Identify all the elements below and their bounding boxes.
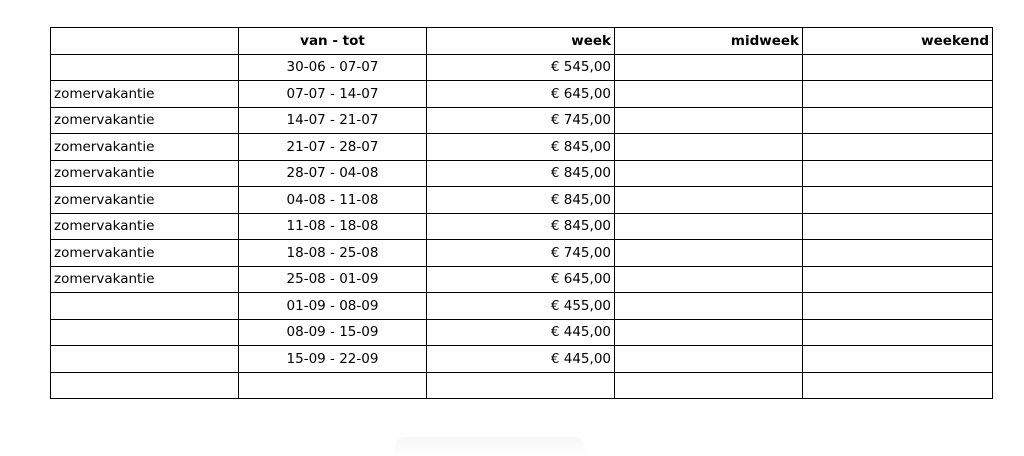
midweek-price-cell (615, 160, 803, 187)
price-table (50, 27, 993, 399)
table-row (51, 240, 993, 267)
week-price-cell: € 445,00 (427, 346, 615, 373)
weekend-price-cell (803, 319, 993, 346)
watermark-shape (395, 437, 585, 456)
table-row (51, 213, 993, 240)
period-cell: 21-07 - 28-07 (239, 134, 427, 161)
table-row (51, 346, 993, 373)
weekend-price-cell (803, 293, 993, 320)
season-cell (51, 319, 239, 346)
season-cell: zomervakantie (51, 107, 239, 134)
weekend-price-cell (803, 240, 993, 267)
weekend-price-cell (803, 81, 993, 108)
weekend-price-cell (803, 266, 993, 293)
season-cell (51, 54, 239, 81)
season-cell: zomervakantie (51, 266, 239, 293)
period-cell: 15-09 - 22-09 (239, 346, 427, 373)
midweek-price-cell (615, 372, 803, 399)
midweek-price-cell (615, 213, 803, 240)
period-cell: 25-08 - 01-09 (239, 266, 427, 293)
week-price-cell: € 745,00 (427, 240, 615, 267)
period-cell: 11-08 - 18-08 (239, 213, 427, 240)
season-cell: zomervakantie (51, 160, 239, 187)
weekend-price-cell (803, 187, 993, 214)
season-cell: zomervakantie (51, 240, 239, 267)
period-cell: 04-08 - 11-08 (239, 187, 427, 214)
weekend-price-cell (803, 134, 993, 161)
table-row (51, 266, 993, 293)
midweek-price-cell (615, 266, 803, 293)
weekend-price-cell (803, 107, 993, 134)
week-price-cell: € 845,00 (427, 213, 615, 240)
week-price-cell: € 845,00 (427, 134, 615, 161)
period-cell (239, 372, 427, 399)
period-cell: 30-06 - 07-07 (239, 54, 427, 81)
table-row (51, 107, 993, 134)
week-price-cell: € 645,00 (427, 81, 615, 108)
header-van-tot: van - tot (239, 28, 427, 55)
week-price-cell: € 845,00 (427, 187, 615, 214)
period-cell: 18-08 - 25-08 (239, 240, 427, 267)
midweek-price-cell (615, 319, 803, 346)
header-midweek: midweek (615, 28, 803, 55)
midweek-price-cell (615, 107, 803, 134)
weekend-price-cell (803, 346, 993, 373)
table-row (51, 160, 993, 187)
header-weekend: weekend (803, 28, 993, 55)
midweek-price-cell (615, 240, 803, 267)
table-row (51, 293, 993, 320)
table-row (51, 81, 993, 108)
period-cell: 28-07 - 04-08 (239, 160, 427, 187)
midweek-price-cell (615, 54, 803, 81)
midweek-price-cell (615, 81, 803, 108)
midweek-price-cell (615, 134, 803, 161)
weekend-price-cell (803, 54, 993, 81)
season-cell: zomervakantie (51, 81, 239, 108)
season-cell: zomervakantie (51, 134, 239, 161)
week-price-cell: € 455,00 (427, 293, 615, 320)
midweek-price-cell (615, 187, 803, 214)
season-cell (51, 346, 239, 373)
table-row (51, 187, 993, 214)
header-row (51, 28, 993, 55)
weekend-price-cell (803, 372, 993, 399)
week-price-cell: € 645,00 (427, 266, 615, 293)
weekend-price-cell (803, 213, 993, 240)
price-sheet (50, 27, 992, 399)
table-row (51, 372, 993, 399)
weekend-price-cell (803, 160, 993, 187)
week-price-cell: € 545,00 (427, 54, 615, 81)
week-price-cell: € 745,00 (427, 107, 615, 134)
period-cell: 07-07 - 14-07 (239, 81, 427, 108)
season-cell: zomervakantie (51, 213, 239, 240)
midweek-price-cell (615, 346, 803, 373)
season-cell (51, 293, 239, 320)
table-row (51, 54, 993, 81)
header-week: week (427, 28, 615, 55)
midweek-price-cell (615, 293, 803, 320)
week-price-cell: € 845,00 (427, 160, 615, 187)
season-cell: zomervakantie (51, 187, 239, 214)
table-row (51, 134, 993, 161)
week-price-cell (427, 372, 615, 399)
table-row (51, 319, 993, 346)
season-cell (51, 372, 239, 399)
week-price-cell: € 445,00 (427, 319, 615, 346)
period-cell: 01-09 - 08-09 (239, 293, 427, 320)
header-label-cell (51, 28, 239, 55)
period-cell: 14-07 - 21-07 (239, 107, 427, 134)
period-cell: 08-09 - 15-09 (239, 319, 427, 346)
